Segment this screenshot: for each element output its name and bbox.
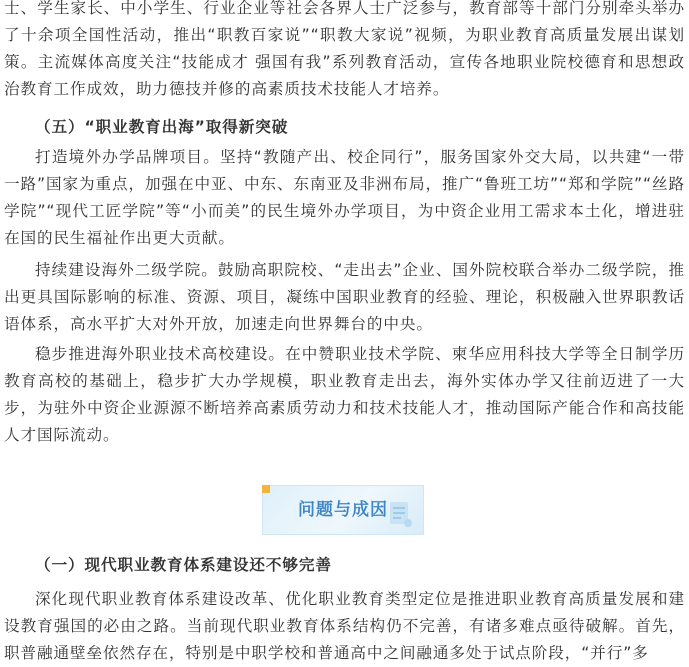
section-badge-problems-and-causes xyxy=(262,485,424,535)
paragraph-overseas-brand-projects: 打造境外办学品牌项目。坚持“教随产出、校企同行”，服务国家外交大局，以共建“一带一路”国家为重点，加强在中亚、中东、东南亚及非洲布局，推广“鲁班工坊”“郑和学院”“丝路学院”“现代工匠学院”等“小而美”的民生境外办学项目，为中资企业用工需求本土化，增进驻在国的民生福祉作出更大贡献。 xyxy=(4,148,685,247)
document-illustration-icon xyxy=(387,500,413,528)
badge-corner-accent xyxy=(262,485,270,493)
badge-title: 问题与成因 xyxy=(298,500,388,520)
paragraph-outreach-activities: 士、学生家长、中小学生、行业企业等社会各界人士广泛参与，教育部等十部门分别牵头举办了十余项全国性活动，推出“职教百家说”“职教大家说”视频，为职业教育高质量发展出谋划策。主流媒体高度关注“技能成才 强国有我”系列教育活动，宣传各地职业院校德育和思想政治教育工作成效，助力德技并修的高素质技术技能人才培养。 xyxy=(4,0,685,98)
paragraph-system-reform: 深化现代职业教育体系建设改革、优化职业教育类型定位是推进职业教育高质量发展和建设教育强国的必由之路。当前现代职业教育体系结构仍不完善，有诸多难点亟待破解。首先，职普融通壁垒依然存在，特别是中职学校和普通高中之间融通多处于试点阶段，“并行”多 xyxy=(4,590,685,662)
section-heading-vocational-education-overseas: （五）“职业教育出海”取得新突破 xyxy=(35,118,289,136)
paragraph-overseas-secondary-colleges: 持续建设海外二级学院。鼓励高职院校、“走出去”企业、国外院校联合举办二级学院，推出更具国际影响的标准、资源、项目，凝练中国职业教育的经验、理论，积极融入世界职教话语体系，高水平扩大对外开放，加速走向世界舞台的中央。 xyxy=(4,261,685,333)
section-heading-modern-vocational-system: （一）现代职业教育体系建设还不够完善 xyxy=(35,556,332,574)
paragraph-overseas-vocational-universities: 稳步推进海外职业技术高校建设。在中赞职业技术学院、柬华应用科技大学等全日制学历教育高校的基础上，稳步扩大办学规模，职业教育走出去，海外实体办学又往前迈进了一大步，为驻外中资企业源源不断培养高素质劳动力和技术技能人才，推动国际产能合作和高技能人才国际流动。 xyxy=(4,345,685,444)
